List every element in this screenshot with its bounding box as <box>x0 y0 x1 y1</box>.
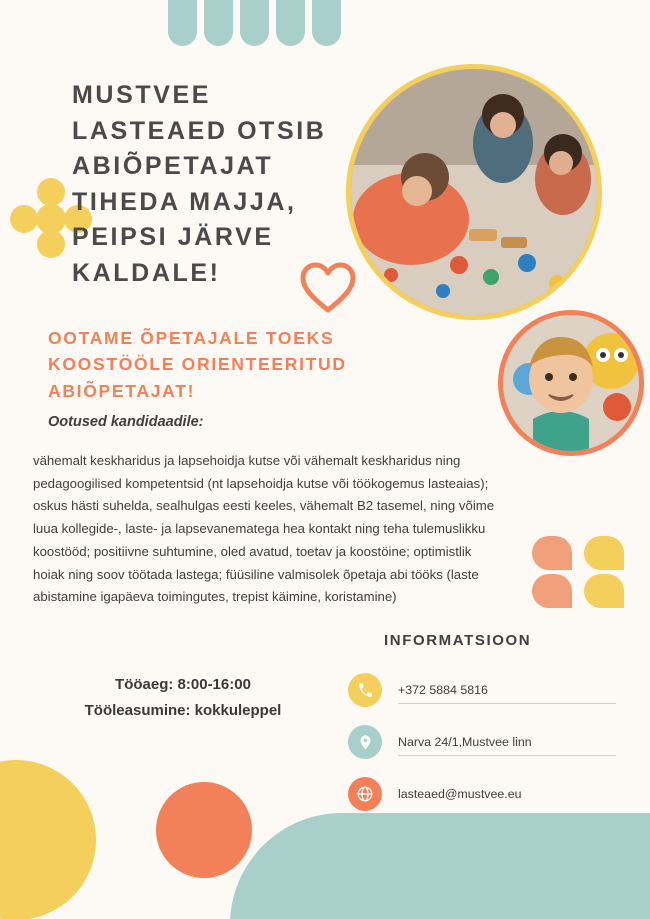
quote-marks-decoration <box>532 536 632 614</box>
subheadline: OOTAME ÕPETAJALE TOEKS KOOSTÖÖLE ORIENTEERITUD ABIÕPETAJAT! <box>48 328 347 401</box>
photo-children-playing <box>346 64 602 320</box>
start-date-line: Tööleasumine: kokkuleppel <box>84 702 282 720</box>
yellow-circle-decoration <box>0 760 96 919</box>
info-row-address <box>348 716 616 768</box>
globe-icon <box>348 777 382 811</box>
info-row-phone <box>348 664 616 716</box>
address-value[interactable]: Narva 24/1,Mustvee linn <box>398 729 616 756</box>
location-pin-icon <box>348 725 382 759</box>
info-row-email <box>348 768 616 820</box>
phone-icon <box>348 673 382 707</box>
information-heading: INFORMATSIOON <box>384 632 532 649</box>
photo-smiling-boy <box>498 310 644 456</box>
working-hours-block <box>52 672 314 725</box>
information-list <box>348 664 616 820</box>
expectations-body: vähemalt keskharidus ja lapsehoidja kutse või vähemalt keskharidus ning pedagoogilised kompetentsid (nt lapsehoidja kutse või töökogemus lasteaias); oskus hästi suhelda, sealhulgas eesti keeles, vähemalt B2 tasemel, ning võime luua kollegide-, laste- ja lapsevanematega hea kontakt ning teha tulemuslikku koostööd; positiivne suhtumine, oled avatud, toetav ja koostöine; optimistlik hoiak ning soov töötada lastega; füüsiline valmisolek õpetaja abi tööks (laste abistamine igapäeva toimingutes, trepist käimine, koristamine) <box>33 453 495 605</box>
teal-comb-decoration <box>168 0 343 48</box>
page-title: MUSTVEE LASTEAED OTSIB ABIÕPETAJAT TIHEDA MAJJA, PEIPSI JÄRVE KALDALE! <box>72 81 327 287</box>
working-hours-line: Tööaeg: 8:00-16:00 <box>115 676 251 693</box>
teal-corner-decoration <box>230 813 650 919</box>
email-value[interactable]: lasteaed@mustvee.eu <box>398 787 522 801</box>
phone-value[interactable]: +372 5884 5816 <box>398 677 616 704</box>
orange-circle-decoration <box>156 782 252 878</box>
expectations-title: Ootused kandidaadile: <box>48 414 204 430</box>
